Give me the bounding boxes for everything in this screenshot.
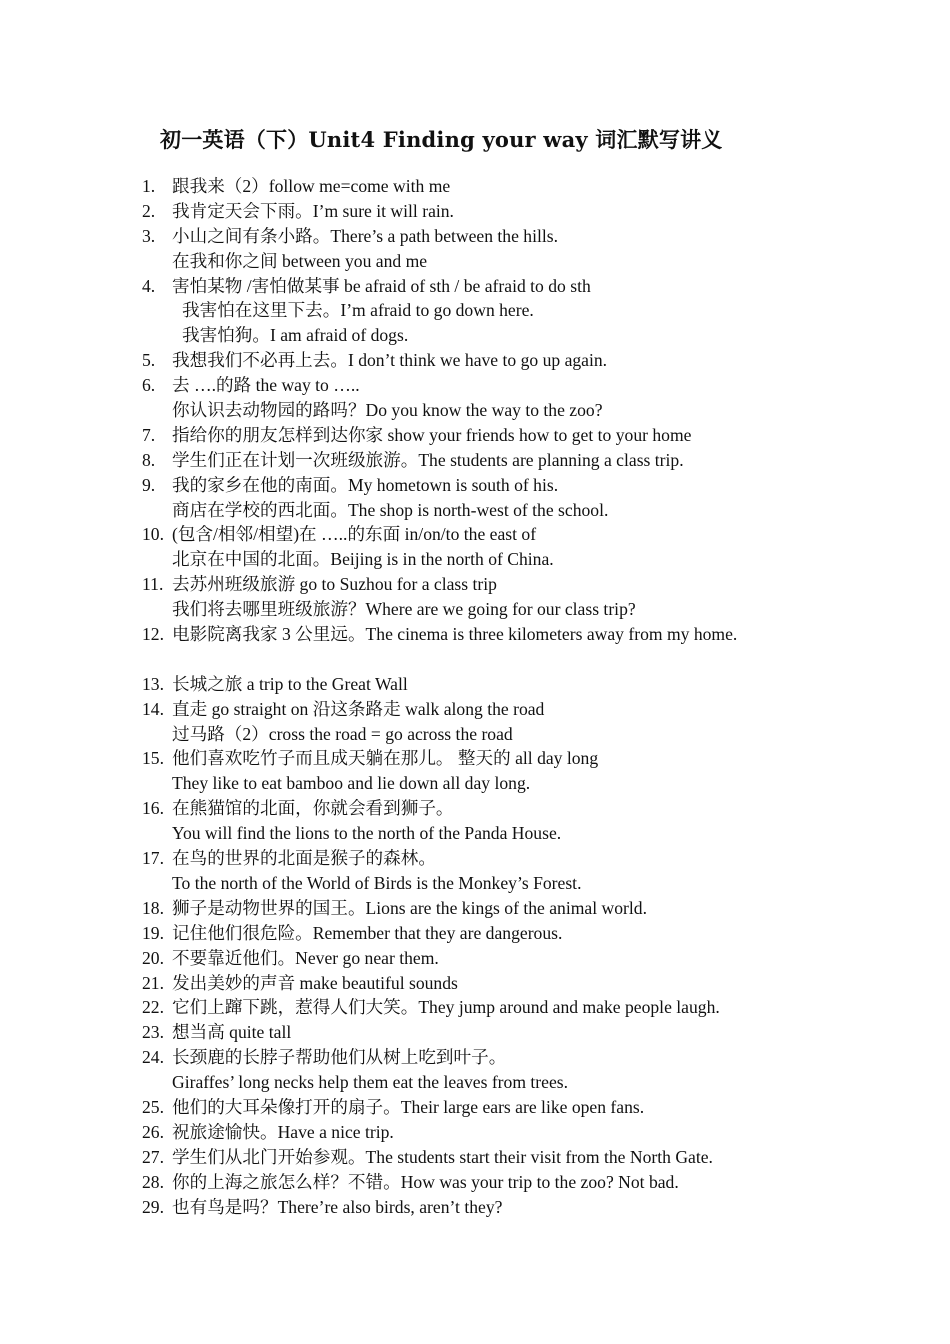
item-text: 你的上海之旅怎么样？不错。How was your trip to the zoo? Not bad.: [172, 1171, 679, 1192]
item-text: 害怕某物 /害怕做某事 be afraid of sth / be afraid to do sth: [172, 275, 591, 296]
list-item: [142, 1170, 922, 1195]
item-text: 我肯定天会下雨。I’m sure it will rain.: [172, 200, 454, 221]
item-text: 跟我来（2）follow me=come with me: [172, 176, 451, 196]
list-item-continuation: [142, 1070, 922, 1095]
item-number: 5.: [142, 350, 156, 371]
item-text: 狮子是动物世界的国王。Lions are the kings of the animal world.: [172, 897, 647, 918]
item-text: 我们将去哪里班级旅游？Where are we going for our class trip?: [172, 599, 636, 620]
item-number: 27.: [142, 1146, 164, 1167]
item-text: 我的家乡在他的南面。My hometown is south of his.: [172, 474, 559, 495]
list-item: [142, 473, 922, 498]
item-text: 在熊猫馆的北面，你就会看到狮子。: [172, 798, 454, 819]
item-number: 28.: [142, 1171, 164, 1192]
item-text: 长颈鹿的长脖子帮助他们从树上吃到叶子。: [172, 1047, 507, 1068]
list-item: [142, 1095, 922, 1120]
item-number: 15.: [142, 748, 164, 769]
list-item: [142, 995, 922, 1020]
vocabulary-list: [142, 174, 922, 1219]
list-item-continuation: [142, 871, 922, 896]
list-item: [142, 224, 922, 249]
item-text: 我害怕狗。I am afraid of dogs.: [182, 325, 409, 346]
list-item: [142, 348, 922, 373]
item-number: 20.: [142, 947, 164, 968]
item-text: 在鸟的世界的北面是猴子的森林。: [172, 848, 436, 869]
item-text: 祝旅途愉快。Have a nice trip.: [172, 1121, 394, 1142]
item-text: 直走 go straight on 沿这条路走 walk along the road: [172, 698, 545, 719]
list-item: [142, 274, 922, 299]
item-text: 学生们从北门开始参观。The students start their visit from the North Gate.: [172, 1146, 713, 1167]
list-item: [142, 622, 922, 647]
list-item: [142, 373, 922, 398]
item-text: 不要靠近他们。Never go near them.: [172, 947, 439, 968]
item-text: To the north of the World of Birds is the Monkey’s Forest.: [172, 872, 582, 893]
list-item: [142, 672, 922, 697]
item-text: 发出美妙的声音 make beautiful sounds: [172, 972, 458, 993]
item-text: 去 ….的路 the way to …..: [172, 375, 360, 396]
list-item-continuation: [142, 498, 922, 523]
item-text: 学生们正在计划一次班级旅游。The students are planning a class trip.: [172, 449, 684, 470]
item-text: 小山之间有条小路。There’s a path between the hills.: [172, 225, 559, 246]
list-item: [142, 921, 922, 946]
list-item: [142, 1045, 922, 1070]
list-item-continuation: [142, 398, 922, 423]
item-number: 24.: [142, 1047, 164, 1068]
list-item: [142, 1195, 922, 1220]
list-item: [142, 971, 922, 996]
list-item: [142, 746, 922, 771]
item-number: 22.: [142, 997, 164, 1018]
item-text: 记住他们很危险。Remember that they are dangerous.: [172, 922, 563, 943]
item-text: 在我和你之间 between you and me: [172, 250, 428, 271]
item-number: 9.: [142, 474, 156, 495]
item-number: 11.: [142, 574, 164, 595]
item-text: 北京在中国的北面。Beijing is in the north of China.: [172, 549, 554, 570]
list-item: [142, 199, 922, 224]
item-number: 19.: [142, 922, 164, 943]
item-number: 18.: [142, 897, 164, 918]
item-text: 指给你的朋友怎样到达你家 show your friends how to get to your home: [172, 424, 692, 445]
list-item: [142, 946, 922, 971]
item-number: 29.: [142, 1196, 164, 1217]
item-text: 我害怕在这里下去。I’m afraid to go down here.: [182, 300, 534, 321]
item-text: 电影院离我家 3 公里远。The cinema is three kilometers away from my home.: [172, 624, 738, 645]
list-item: [142, 572, 922, 597]
item-number: 3.: [142, 225, 156, 246]
list-item-continuation: [142, 771, 922, 796]
item-number: 16.: [142, 798, 164, 819]
item-number: 14.: [142, 698, 164, 719]
list-item-continuation: [142, 323, 922, 348]
item-number: 7.: [142, 424, 156, 445]
list-item: [142, 796, 922, 821]
list-item-continuation: [142, 821, 922, 846]
item-number: 21.: [142, 972, 164, 993]
item-text: 也有鸟是吗？There’re also birds, aren’t they?: [172, 1196, 503, 1217]
item-text: 你认识去动物园的路吗？Do you know the way to the zoo?: [172, 400, 603, 421]
item-text: 过马路（2）cross the road = go across the road: [172, 723, 513, 744]
item-number: 2.: [142, 200, 156, 221]
list-item: [142, 896, 922, 921]
item-number: 4.: [142, 275, 156, 296]
list-item: [142, 423, 922, 448]
list-item: [142, 522, 922, 547]
item-text: Giraffes’ long necks help them eat the leaves from trees.: [172, 1072, 569, 1093]
list-item: [142, 846, 922, 871]
item-number: 8.: [142, 449, 156, 470]
page-title: 初一英语（下）Unit4 Finding your way 词汇默写讲义: [160, 127, 723, 152]
item-text: 我想我们不必再上去。I don’t think we have to go up again.: [172, 350, 608, 371]
item-text: 去苏州班级旅游 go to Suzhou for a class trip: [172, 574, 497, 595]
item-number: 17.: [142, 848, 164, 869]
item-text: 商店在学校的西北面。The shop is north-west of the school.: [172, 499, 609, 520]
item-number: 12.: [142, 624, 164, 645]
item-text: (包含/相邻/相望)在 …..的东面 in/on/to the east of: [172, 524, 537, 545]
list-item-continuation: [142, 547, 922, 572]
item-number: 25.: [142, 1096, 164, 1117]
list-item-continuation: [142, 249, 922, 274]
item-text: 长城之旅 a trip to the Great Wall: [172, 673, 408, 694]
list-item: [142, 1120, 922, 1145]
item-text: 它们上蹿下跳，惹得人们大笑。They jump around and make people laugh.: [172, 997, 720, 1018]
item-number: 13.: [142, 673, 164, 694]
item-text: You will find the lions to the north of the Panda House.: [172, 823, 562, 844]
item-text: 想当高 quite tall: [172, 1022, 292, 1043]
item-number: 6.: [142, 375, 156, 396]
list-item: [142, 697, 922, 722]
list-item: [142, 448, 922, 473]
list-item: [142, 174, 922, 199]
item-number: 10.: [142, 524, 164, 545]
spacer: [142, 647, 922, 672]
list-item-continuation: [142, 722, 922, 747]
item-number: 23.: [142, 1022, 164, 1043]
item-text: They like to eat bamboo and lie down all day long.: [172, 773, 531, 794]
item-text: 他们喜欢吃竹子而且成天躺在那儿。 整天的 all day long: [172, 748, 599, 769]
item-number: 26.: [142, 1121, 164, 1142]
item-text: 他们的大耳朵像打开的扇子。Their large ears are like open fans.: [172, 1096, 645, 1117]
list-item: [142, 1145, 922, 1170]
item-number: 1.: [142, 176, 156, 196]
list-item-continuation: [142, 298, 922, 323]
list-item: [142, 1020, 922, 1045]
list-item-continuation: [142, 597, 922, 622]
